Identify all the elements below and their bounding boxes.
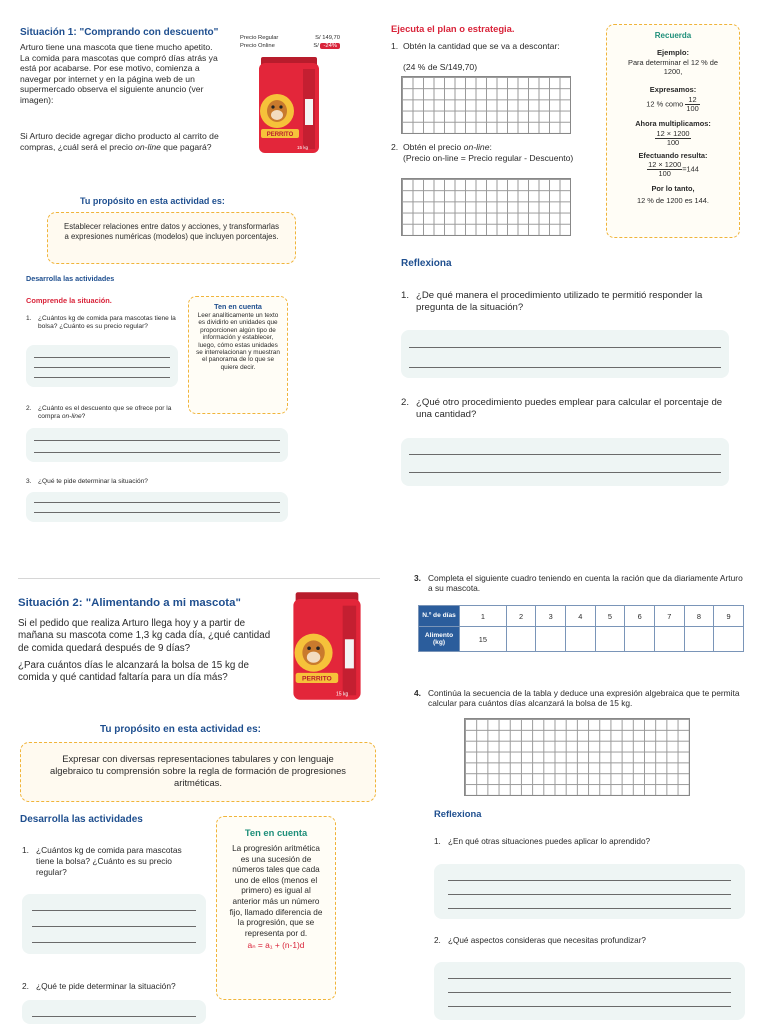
- develop-activities-title-2: Desarrolla las actividades: [20, 814, 143, 825]
- reflexiona-title: Reflexiona: [401, 258, 452, 269]
- table-input-cell[interactable]: [536, 627, 566, 652]
- table-cell: 6: [625, 606, 655, 627]
- s2-q2-answer[interactable]: [22, 1000, 206, 1024]
- situation1-question-part: Si Arturo decide agregar dicho producto al carrito de compras, ¿cuál será el precio: [20, 131, 219, 152]
- q2-text-end: ?: [81, 413, 86, 420]
- s2-q3-text: Completa el siguiente cuadro teniendo en cuenta la ración que da diariamente Arturo a su mascota.: [428, 573, 743, 594]
- q2-text-part: ¿Cuánto es el descuento que se ofrece por la compra: [38, 405, 172, 420]
- understand-situation-title: Comprende la situación.: [26, 296, 112, 305]
- q3-number: 3.: [26, 478, 32, 485]
- table-header-food: Alimento (kg): [419, 627, 460, 652]
- table-cell: 1: [460, 606, 507, 627]
- table-cell: 9: [714, 606, 744, 627]
- table-cell: 15: [460, 627, 507, 652]
- tip-box: [188, 296, 288, 414]
- recuerda-fraction2: [607, 130, 739, 147]
- recuerda-como-line: [607, 96, 739, 113]
- situation2-paragraph2: ¿Para cuántos días le alcanzará la bolsa de 15 kg de comida y qué cantidad faltaría para un día más?: [18, 660, 249, 684]
- reflexiona2-q1-text: ¿En qué otras situaciones puedes aplicar lo aprendido?: [448, 837, 651, 846]
- fraction2-denominator: 100: [666, 138, 680, 148]
- reflexiona-q2-text: ¿Qué otro procedimiento puedes emplear para calcular el porcentaje de una cantidad?: [416, 397, 723, 420]
- table-input-cell[interactable]: [654, 627, 684, 652]
- q2-number: 2.: [26, 405, 32, 412]
- dog-food-bag-image: [253, 55, 325, 155]
- q3-text: ¿Qué te pide determinar la situación?: [38, 478, 148, 485]
- table-cell: 2: [506, 606, 536, 627]
- table-input-cell[interactable]: [714, 627, 744, 652]
- reflexiona2-q1-answer[interactable]: [434, 864, 745, 919]
- plan-item1-number: 1.: [391, 41, 399, 51]
- q2-text: [38, 405, 188, 421]
- purpose2-title: Tu propósito en esta actividad es:: [100, 724, 261, 735]
- table-cell: 5: [595, 606, 625, 627]
- purpose-text: Establecer relaciones entre datos y acciones, y transformarlas a expresiones numéricas (modelos) que incluyen porcentajes.: [64, 222, 279, 241]
- reflexiona2-q2-text: ¿Qué aspectos consideras que necesitas profundizar?: [448, 936, 646, 945]
- purpose2-box: [20, 742, 376, 802]
- tip2-title: Ten en cuenta: [244, 827, 308, 838]
- purpose-title: Tu propósito en esta actividad es:: [80, 196, 225, 206]
- section-divider: [18, 578, 380, 579]
- dog-food-bag-image-2: [286, 590, 368, 702]
- situation1-title: Situación 1: "Comprando con descuento": [20, 27, 219, 38]
- situation2-title: Situación 2: "Alimentando a mi mascota": [18, 597, 241, 609]
- plan-item2-end: :: [489, 142, 492, 152]
- situation1-question-em: on-line: [135, 141, 161, 152]
- q1-answer-area[interactable]: [26, 345, 178, 387]
- q2-text-em: on-line: [61, 413, 82, 420]
- s2-q2-number: 2.: [22, 981, 29, 991]
- table-input-cell[interactable]: [506, 627, 536, 652]
- work-grid-3[interactable]: [464, 718, 690, 796]
- reflexiona2-q2-answer[interactable]: [434, 962, 745, 1020]
- fraction3-denominator: 100: [658, 169, 671, 179]
- regular-price-value: S/ 149,70: [315, 35, 340, 41]
- table-cell: 4: [566, 606, 596, 627]
- table-row: [419, 627, 744, 652]
- s2-q1-text: ¿Cuántos kg de comida para mascotas tiene la bolsa? ¿Cuánto es su precio regular?: [36, 845, 182, 877]
- recuerda-box: [606, 24, 740, 238]
- fraction-denominator: 100: [686, 104, 699, 114]
- recuerda-portanto: Por lo tanto,: [651, 184, 695, 194]
- reflexiona-q1-answer[interactable]: [401, 330, 729, 378]
- s2-q2-text: ¿Qué te pide determinar la situación?: [36, 981, 176, 991]
- online-price-value: S/: [313, 43, 319, 49]
- table-cell: 8: [684, 606, 714, 627]
- online-price-label: Precio Online: [240, 43, 275, 49]
- tip-text: Leer analíticamente un texto es dividirlo en unidades que proporcionen algún tipo de información y establecer, luego, cómo estas unidades se interrelacionan y muestran el panorama de lo que se quiere decir.: [196, 312, 280, 371]
- s2-q3-number: 3.: [414, 573, 421, 583]
- reflexiona-q2-answer[interactable]: [401, 438, 729, 486]
- bag-weight: 15 kg: [297, 145, 309, 150]
- q2-answer-area[interactable]: [26, 428, 288, 462]
- recuerda-example-label: Ejemplo:: [656, 48, 690, 57]
- work-grid-2[interactable]: [401, 178, 571, 236]
- plan-item1-sub: (24 % de S/149,70): [403, 62, 478, 72]
- table-input-cell[interactable]: [566, 627, 596, 652]
- fraction-numerator: 12: [685, 96, 699, 105]
- recuerda-efectuando: Efectuando resulta:: [638, 151, 708, 161]
- reflexiona-q1-text: ¿De qué manera el procedimiento utilizado te permitió responder la pregunta de la situación?: [416, 290, 703, 313]
- table-cell: 7: [654, 606, 684, 627]
- discount-badge: -24%: [320, 43, 340, 49]
- purpose-box: [47, 212, 296, 264]
- q3-answer-area[interactable]: [26, 492, 288, 522]
- reflexiona2-q1-number: 1.: [434, 837, 441, 846]
- days-food-table: [418, 605, 744, 652]
- table-header-days: N.º de días: [419, 606, 460, 627]
- work-grid-1[interactable]: [401, 76, 571, 134]
- plan-item2-number: 2.: [391, 142, 399, 152]
- bag2-weight: 15 kg: [335, 691, 349, 698]
- regular-price-label: Precio Regular: [240, 35, 279, 41]
- reflexiona2-title: Reflexiona: [434, 808, 482, 819]
- price-ad: [240, 34, 340, 50]
- progression-formula: aₙ = a₁ + (n-1)d: [247, 940, 305, 951]
- fraction-12-100: [685, 96, 699, 113]
- situation1-intro: Arturo tiene una mascota que tiene mucho apetito. La comida para mascotas que compró días atrás ya está por acabarse. Por ese motivo, comienza a navegar por internet y en la página web de un supermercado observa el siguiente anuncio (ver imagen):: [20, 42, 218, 105]
- plan-item2-em: on-line: [463, 142, 490, 152]
- table-row: [419, 606, 744, 627]
- recuerda-expresamos: Expresamos:: [649, 85, 697, 95]
- table-cell: 3: [536, 606, 566, 627]
- recuerda-line1: Para determinar el 12 % de 1200,: [628, 58, 718, 76]
- s2-q1-number: 1.: [22, 845, 29, 855]
- recuerda-fraction3: [607, 161, 739, 178]
- table-input-cell[interactable]: [684, 627, 714, 652]
- bag2-brand: PERRITO: [302, 675, 332, 683]
- situation1-question: [20, 131, 220, 152]
- purpose2-text: Expresar con diversas representaciones tabulares y con lenguaje algebraico tu comprensión sobre la regla de formación de progresiones aritméticas.: [49, 753, 346, 788]
- fraction3-result: =144: [682, 164, 699, 174]
- recuerda-multiplicamos: Ahora multiplicamos:: [635, 119, 711, 129]
- s2-q1-answer[interactable]: [22, 894, 206, 954]
- bag-brand: PERRITO: [266, 132, 294, 138]
- s2-q4-text: Continúa la secuencia de la tabla y deduce una expresión algebraica que te permita calcular para cuántos días alcanzará la bolsa de 15 kg.: [428, 688, 740, 709]
- recuerda-final: 12 % de 1200 es 144.: [637, 196, 709, 206]
- recuerda-como: 12 % como: [646, 99, 684, 109]
- q1-number: 1.: [26, 315, 32, 322]
- fraction2-numerator: 12 × 1200: [656, 129, 690, 139]
- table-input-cell[interactable]: [625, 627, 655, 652]
- fraction3-numerator: 12 × 1200: [648, 160, 682, 170]
- situation1-question-end: que pagará?: [160, 141, 212, 152]
- table-input-cell[interactable]: [595, 627, 625, 652]
- plan-item2-sub: (Precio on-line = Precio regular - Descuento): [403, 153, 574, 163]
- s2-q4-number: 4.: [414, 688, 421, 698]
- reflexiona2-q2-number: 2.: [434, 936, 441, 945]
- develop-activities-title: Desarrolla las actividades: [26, 274, 115, 283]
- plan-item1-text: Obtén la cantidad que se va a descontar:: [403, 41, 560, 51]
- reflexiona-q2-number: 2.: [401, 397, 410, 408]
- tip2-box: [216, 816, 336, 1000]
- plan-item2-part: Obtén el precio: [403, 142, 464, 152]
- situation2-paragraph1: Si el pedido que realiza Arturo llega hoy y a partir de mañana su mascota come 1,3 kg cada día, ¿qué cantidad de comida quedará después de 9 días?: [18, 618, 271, 654]
- reflexiona-q1-number: 1.: [401, 290, 410, 301]
- tip-title: Ten en cuenta: [214, 302, 262, 311]
- plan-title: Ejecuta el plan o estrategia.: [391, 23, 515, 34]
- plan-item2-text: [403, 142, 492, 153]
- recuerda-title: Recuerda: [654, 31, 692, 40]
- tip2-text: La progresión aritmética es una sucesión de números tales que cada uno de ellos (menos el primero) es igual al anterior más un número fijo, llamado diferencia de la progresión, que se representa por d.: [229, 844, 323, 938]
- q1-text: ¿Cuántos kg de comida para mascotas tiene la bolsa? ¿Cuánto es su precio regular?: [38, 315, 176, 330]
